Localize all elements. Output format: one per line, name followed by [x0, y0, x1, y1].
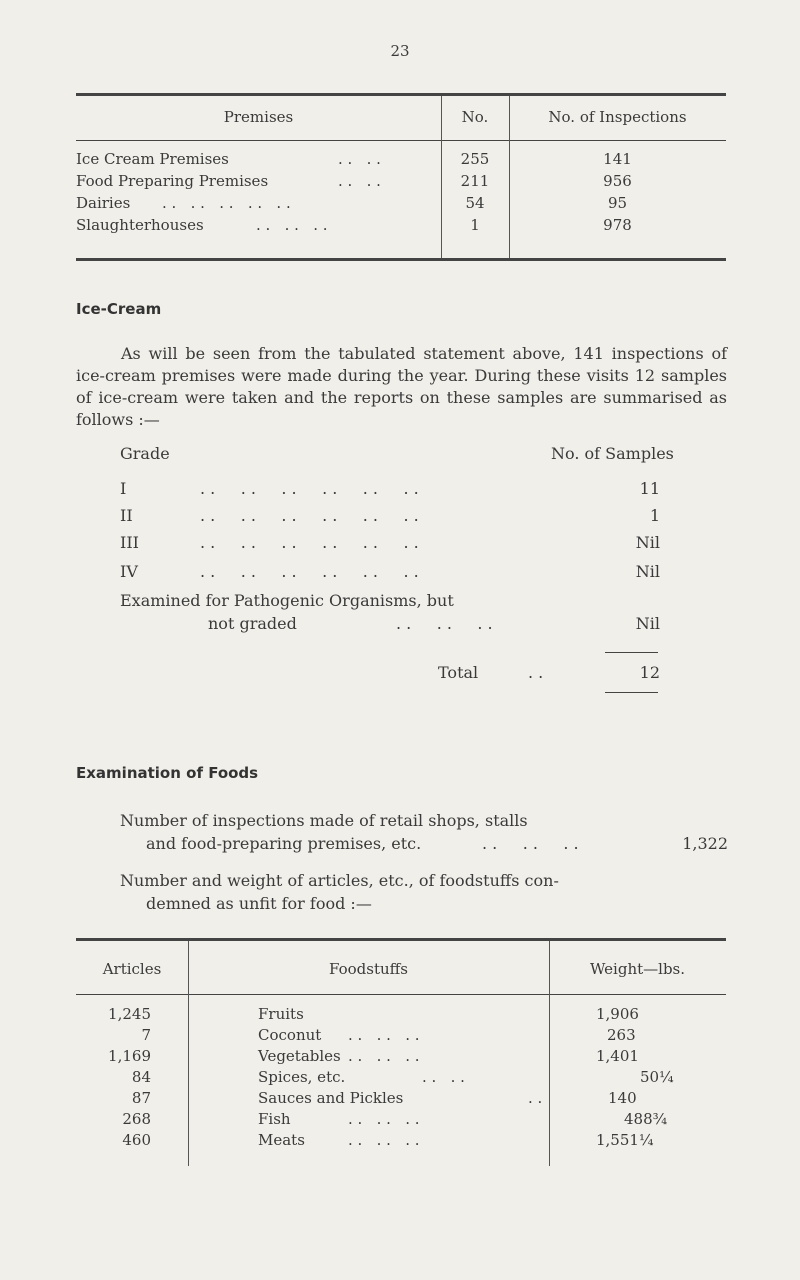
weight-value [640, 1068, 674, 1086]
weight-value [596, 1005, 639, 1023]
articles-count: 460 [122, 1131, 151, 1149]
leader-dots: . . . . [422, 1068, 465, 1086]
pathogenic-row [120, 614, 660, 636]
grade-label: III [120, 533, 139, 552]
table-row [76, 1047, 726, 1068]
leader-dots: . . . . . . [396, 614, 493, 633]
premises-count: 54 [465, 194, 485, 212]
total-top-rule [605, 652, 658, 653]
total-label: Total [438, 663, 479, 682]
total-bottom-rule [605, 692, 658, 693]
weight-value [624, 1110, 667, 1128]
leader-dots: . . . . . . . . . . . . [200, 479, 419, 498]
samples-column-header: No. of Samples [551, 444, 674, 463]
grade-row [120, 506, 660, 528]
inspections-line-1: Number of inspections made of retail shops, stalls [120, 811, 528, 830]
leader-dots: . . . . . . . . . . . . [200, 506, 419, 525]
premises-name: Food Preparing Premises [76, 172, 269, 190]
weight-value [608, 1089, 637, 1107]
grade-label: I [120, 479, 127, 498]
table-top-rule [76, 938, 726, 941]
articles-count: 84 [131, 1068, 151, 1086]
leader-dots: . . . . . . [348, 1026, 420, 1044]
inspections-value: 1,322 [682, 834, 728, 853]
header-articles: Articles [102, 960, 162, 978]
weight-value [607, 1026, 636, 1044]
table-row [76, 1089, 726, 1110]
grade-label: IV [120, 562, 138, 581]
table-row [76, 1068, 726, 1089]
condemned-line-1: Number and weight of articles, etc., of foodstuffs con- [120, 871, 559, 890]
premises-count: 211 [460, 172, 490, 190]
premises-count: 1 [470, 216, 480, 234]
inspections-count: 978 [603, 216, 632, 234]
leader-dots: . . . . . . [348, 1110, 420, 1128]
articles-count: 87 [131, 1089, 151, 1107]
inspections-count: 141 [603, 150, 632, 168]
articles-count: 268 [122, 1110, 151, 1128]
table-row [76, 194, 726, 216]
foodstuff-name: Fish [258, 1110, 291, 1128]
grade-label: II [120, 506, 133, 525]
inspections-count: 956 [603, 172, 632, 190]
inspections-count: 95 [607, 194, 628, 212]
leader-dots: . . . . . . [348, 1131, 420, 1149]
condemned-line-2: demned as unfit for food :— [146, 894, 372, 913]
foodstuff-name: Sauces and Pickles [258, 1089, 404, 1107]
premises-name: Ice Cream Premises [76, 150, 229, 168]
header-foodstuffs: Foodstuffs [329, 960, 408, 978]
table-bottom-rule [76, 258, 726, 261]
table-row [76, 1110, 726, 1131]
weight-whole: 488 [624, 1110, 653, 1128]
weight-whole: 1,551 [596, 1131, 639, 1149]
pathogenic-line-1: Examined for Pathogenic Organisms, but [120, 591, 454, 610]
foodstuff-name: Fruits [258, 1005, 304, 1023]
grade-row [120, 562, 660, 584]
leader-dots: . . . . . . [256, 216, 328, 234]
table-row [76, 1026, 726, 1047]
inspections-line-2: and food-preparing premises, etc. [146, 834, 422, 853]
pathogenic-line-2: not graded [208, 614, 297, 633]
header-inspections: No. of Inspections [548, 108, 687, 126]
premises-count: 255 [460, 150, 490, 168]
weight-value [596, 1131, 654, 1149]
weight-whole: 1,906 [596, 1005, 639, 1023]
grade-samples: Nil [635, 562, 660, 581]
grade-column-header: Grade [120, 444, 170, 463]
leader-dots: . . [528, 663, 544, 682]
header-premises: Premises [223, 108, 294, 126]
articles-count: 7 [141, 1026, 151, 1044]
leader-dots: . . . . [338, 172, 381, 190]
leader-dots: . . . . . . . . . . . . [200, 562, 419, 581]
foodstuff-name: Meats [258, 1131, 305, 1149]
weight-whole: 140 [608, 1089, 637, 1107]
pathogenic-samples: Nil [635, 614, 660, 633]
premises-name: Dairies [76, 194, 131, 212]
weight-whole: 50 [640, 1068, 660, 1086]
leader-dots: . . . . . . . . . . [162, 194, 291, 212]
inspections-row [76, 833, 728, 855]
leader-dots: . . . . . . [482, 834, 579, 853]
premises-name: Slaughterhouses [76, 216, 204, 234]
table-row [76, 150, 726, 172]
leader-dots: . . . . . . . . . . . . [200, 533, 419, 552]
weight-fraction: ¾ [652, 1110, 668, 1128]
ice-cream-paragraph: As will be seen from the tabulated statement above, 141 inspections of ice-cream premises were made during the year. During these visits 12 samples of ice-cream were taken and the reports on these samples are summarised as follows :— [76, 344, 727, 429]
total-row [120, 663, 660, 685]
header-no: No. [461, 108, 489, 126]
weight-whole: 263 [607, 1026, 636, 1044]
weight-value [596, 1047, 639, 1065]
articles-count: 1,245 [108, 1005, 151, 1023]
foodstuff-name: Vegetables [258, 1047, 341, 1065]
table-row [76, 1005, 726, 1026]
table-row [76, 172, 726, 194]
section-heading-ice-cream: Ice-Cream [76, 300, 162, 318]
articles-count: 1,169 [108, 1047, 151, 1065]
total-value: 12 [639, 663, 660, 682]
grade-row [120, 479, 660, 501]
foodstuff-name: Spices, etc. [258, 1068, 346, 1086]
leader-dots: . . [528, 1089, 543, 1107]
table-top-rule [76, 93, 726, 96]
table-row [76, 216, 726, 238]
weight-whole: 1,401 [596, 1047, 639, 1065]
grade-row [120, 533, 660, 555]
page-number: 23 [390, 42, 410, 60]
header-weight: Weight—lbs. [589, 960, 686, 978]
grade-samples: 11 [639, 479, 660, 498]
table-row [76, 1131, 726, 1152]
weight-fraction: ¼ [659, 1068, 674, 1086]
section-heading-examination: Examination of Foods [76, 764, 259, 782]
grade-samples: Nil [635, 533, 660, 552]
leader-dots: . . . . [338, 150, 381, 168]
grade-samples: 1 [649, 506, 660, 525]
leader-dots: . . . . . . [348, 1047, 420, 1065]
weight-fraction: ¼ [638, 1131, 654, 1149]
header-bottom-rule [76, 994, 726, 995]
foodstuff-name: Coconut [258, 1026, 322, 1044]
header-bottom-rule [76, 140, 726, 141]
